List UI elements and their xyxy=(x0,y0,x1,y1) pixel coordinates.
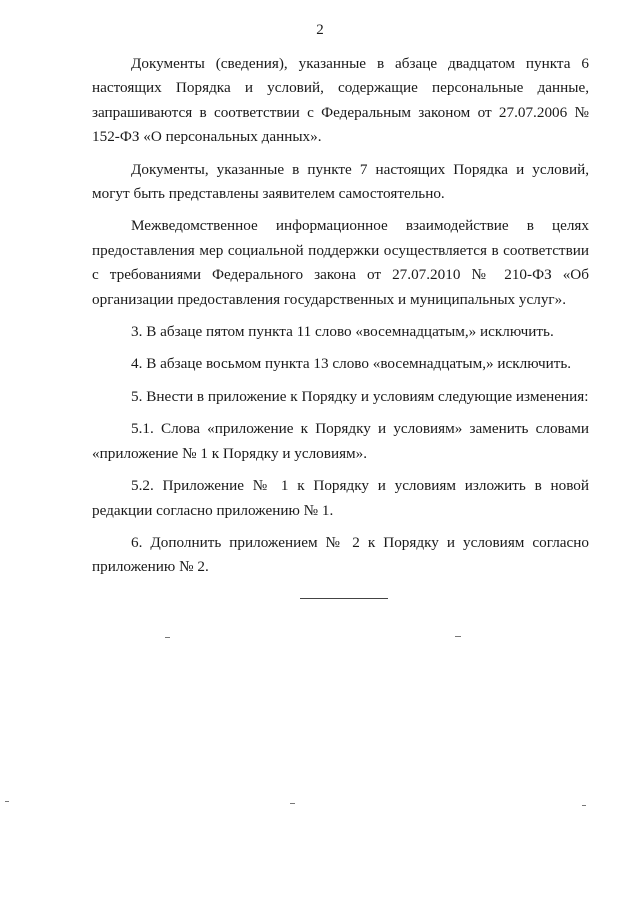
paragraph-item-5: 5. Внести в приложение к Порядку и условиям следующие изменения: xyxy=(131,387,589,405)
scan-speck xyxy=(455,636,461,637)
paragraph-item-5-2: 5.2. Приложение № 1 к Порядку и условиям изложить в новой редакции согласно приложению № 1. xyxy=(92,477,589,519)
paragraph-item-6: 6. Дополнить приложением № 2 к Порядку и условиям согласно приложению № 2. xyxy=(92,533,589,576)
scan-speck xyxy=(290,803,295,804)
paragraph-personal-data: Документы (сведения), указанные в абзаце двадцатом пункта 6 настоящих Порядка и условий, содержащие персональные данные, запрашиваются в соответствии с Федеральным законом от 27.07.2006 № 152-ФЗ «О персональных данных». xyxy=(92,55,589,146)
scan-speck xyxy=(582,805,586,806)
paragraph-documents-self-submission: Документы, указанные в пункте 7 настоящих Порядка и условий, могут быть представлены заявителем самостоятельно. xyxy=(92,160,589,203)
scan-speck xyxy=(165,637,170,638)
paragraph-item-4: 4. В абзаце восьмом пункта 13 слово «восемнадцатым,» исключить. xyxy=(131,355,572,373)
page-number: 2 xyxy=(316,22,324,38)
document-body xyxy=(92,52,589,588)
paragraph-interagency-interaction: Межведомственное информационное взаимодействие в целях предоставления мер социальной поддержки осуществляется в соответствии с требованиями Федерального закона от 27.07.2010 № 210-ФЗ «Об организации предоставления государственных и муниципальных услуг». xyxy=(92,217,589,308)
paragraph-item-5-1: 5.1. Слова «приложение к Порядку и условиям» заменить словами «приложение № 1 к Порядку и условиям». xyxy=(92,420,589,462)
scan-speck xyxy=(5,801,9,802)
end-separator-line xyxy=(300,598,388,599)
paragraph-item-3: 3. В абзаце пятом пункта 11 слово «восемнадцатым,» исключить. xyxy=(131,323,554,341)
